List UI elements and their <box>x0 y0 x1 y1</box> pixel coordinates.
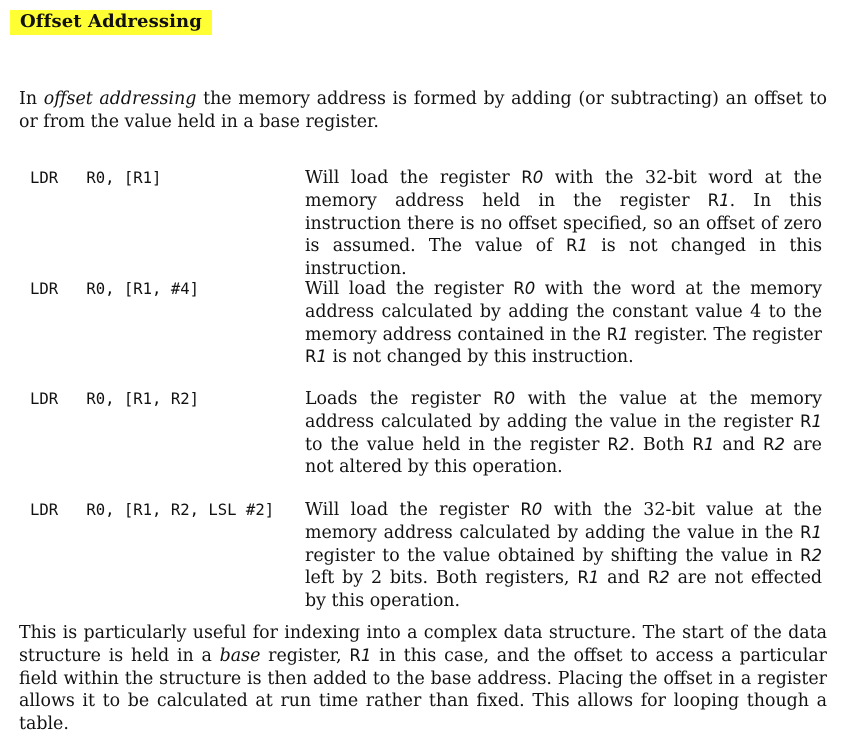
instruction-description: Will load the register R0 with the word at the memory address calculated by adding the constant value 4 to the memory address contained in the R1 register. The register R1 is not changed by this instruction. <box>305 279 823 368</box>
register-name: R1 <box>305 347 327 367</box>
register-name: R2 <box>800 545 822 565</box>
register-name: R2 <box>647 568 670 588</box>
intro-paragraph <box>19 88 827 134</box>
register-name: R1 <box>606 324 629 344</box>
register-name: R0 <box>513 279 536 298</box>
register-name: R1 <box>800 522 822 542</box>
instruction-code: LDR R0, [R1] <box>30 169 162 187</box>
emphasis-text: base <box>219 645 261 666</box>
intro-text-pre: In <box>19 89 44 109</box>
instruction-code: LDR R0, [R1, R2, LSL #2] <box>30 501 275 519</box>
instruction-description: Loads the register R0 with the value at the memory address calculated by adding the value in the register R1 to the value held in the register R2. Both R1 and R2 are not altered by this operation. <box>305 389 823 478</box>
register-name: R1 <box>692 434 715 454</box>
register-name: R0 <box>521 168 544 187</box>
register-name: R1 <box>349 645 372 665</box>
register-name: R1 <box>707 190 730 210</box>
instruction-code: LDR R0, [R1, R2] <box>30 390 199 408</box>
outro-paragraph: This is particularly useful for indexing into a complex data structure. The start of the data structure is held in a base register, R1 in this case, and the offset to access a particular field within the structure is then added to the base address. Placing the offset in a register allows it to be calculated at run time rather than fixed. This allows for looping though a table. <box>19 623 827 735</box>
register-name: R1 <box>577 568 600 588</box>
instruction-description: Will load the register R0 with the 32-bit word at the memory address held in the register R1. In this instruction there is no offset specified, so an offset of zero is assumed. The value of R1 is not changed in this instruction. <box>305 168 822 280</box>
register-name: R1 <box>565 236 588 256</box>
register-name: R0 <box>520 500 543 519</box>
register-name: R2 <box>763 434 785 454</box>
register-name: R2 <box>607 434 630 454</box>
register-name: R1 <box>800 411 822 431</box>
intro-text-post: the memory address is formed by adding (or subtracting) an offset to or from the value held in a base register. <box>19 89 827 132</box>
section-title: Offset Addressing <box>10 10 212 35</box>
intro-term: offset addressing <box>43 89 197 109</box>
register-name: R0 <box>493 389 516 408</box>
instruction-code: LDR R0, [R1, #4] <box>30 280 199 298</box>
instruction-description: Will load the register R0 with the 32-bit value at the memory address calculated by adding the value in the R1 register to the value obtained by shifting the value in R2 left by 2 bits. Both registers, R1 and R2 are not effected by this operation. <box>305 500 823 612</box>
